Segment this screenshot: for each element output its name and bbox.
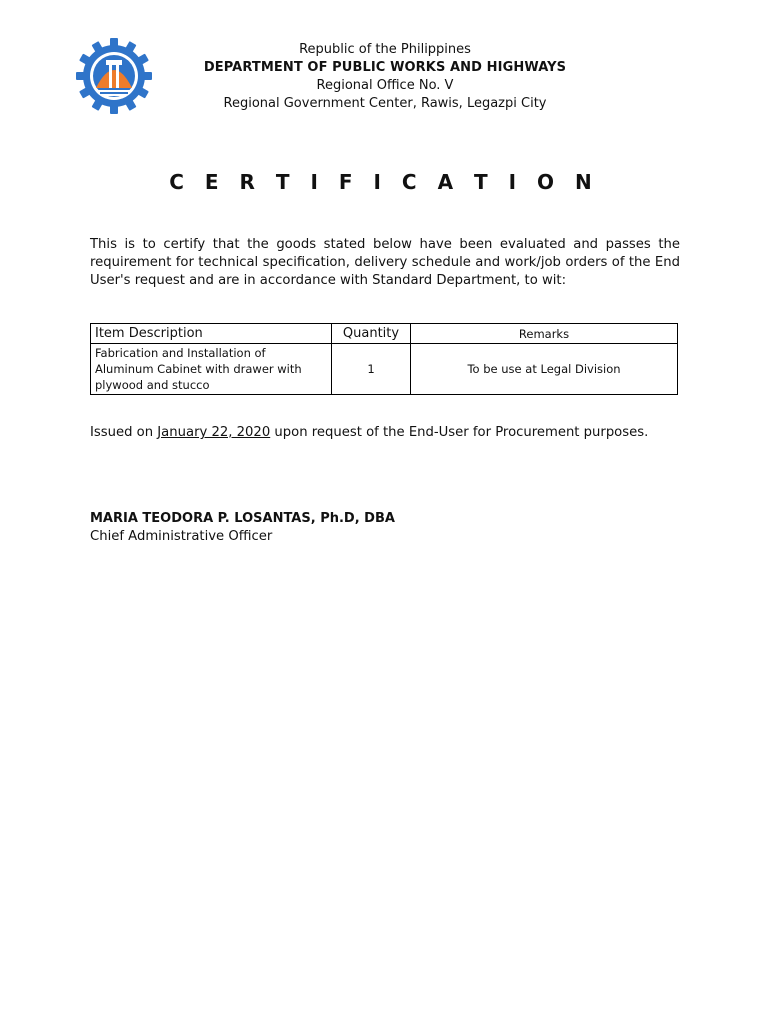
header-item-description: Item Description [91, 324, 332, 344]
signatory-block [90, 510, 395, 546]
issued-statement [90, 424, 648, 442]
letterhead [150, 41, 620, 113]
issued-prefix: Issued on [90, 425, 158, 440]
certification-intro: This is to certify that the goods stated below have been evaluated and passes the requirement for technical specification, delivery schedule and work/job orders of the End User's request and are in accordance with Standard Department, to wit: [90, 237, 680, 288]
signatory-name: MARIA TEODORA P. LOSANTAS, Ph.D, DBA [90, 511, 395, 526]
regional-office: Regional Office No. V [316, 78, 454, 93]
header-remarks: Remarks [411, 324, 678, 344]
signatory-position: Chief Administrative Officer [90, 529, 273, 544]
header-quantity: Quantity [332, 324, 411, 344]
department-name: DEPARTMENT OF PUBLIC WORKS AND HIGHWAYS [203, 60, 567, 75]
items-table [90, 323, 678, 395]
item-description: Fabrication and Installation of Aluminum Cabinet with drawer with plywood and stucco [91, 344, 332, 395]
issued-date: January 22, 2020 [157, 425, 271, 440]
table-header-row [91, 324, 678, 344]
item-remarks: To be use at Legal Division [411, 344, 678, 395]
document-title: C E R T I F I C A T I O N [169, 170, 599, 194]
office-address: Regional Government Center, Rawis, Legazpi City [223, 96, 547, 111]
item-quantity: 1 [332, 344, 411, 395]
issued-suffix: upon request of the End-User for Procurement purposes. [270, 425, 649, 440]
table-row [91, 344, 678, 395]
dpwh-seal-icon [76, 38, 152, 114]
republic-line: Republic of the Philippines [299, 42, 471, 57]
